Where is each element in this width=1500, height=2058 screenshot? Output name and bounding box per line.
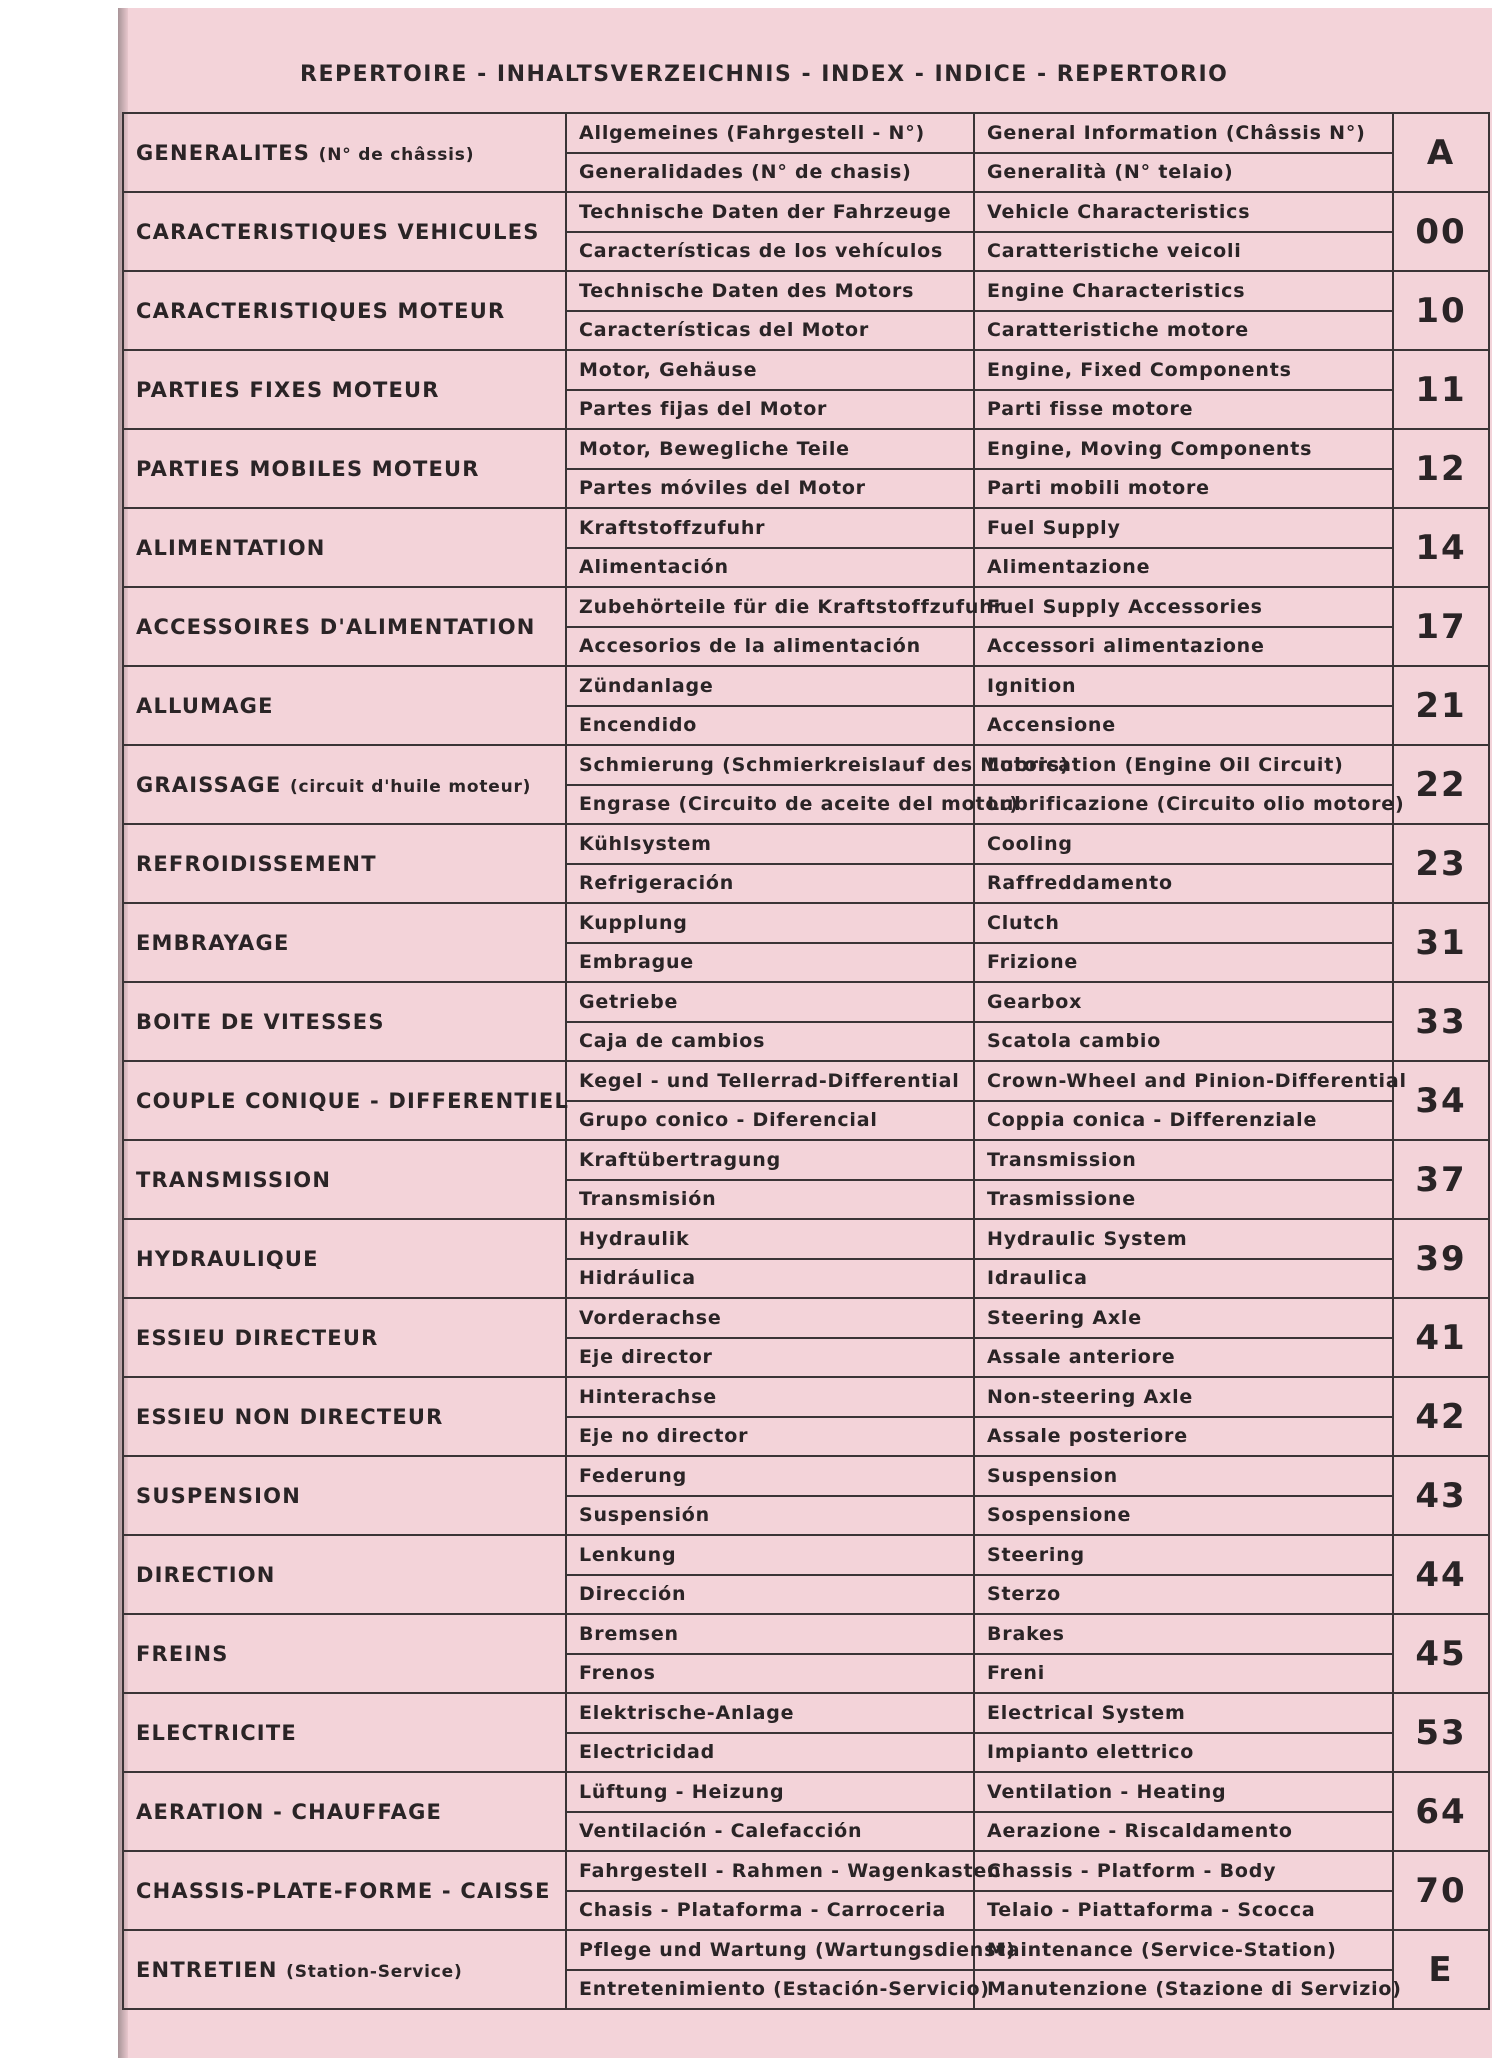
section-name-es: Eje no director — [566, 1417, 974, 1457]
section-code: 33 — [1393, 982, 1489, 1061]
table-row — [123, 1377, 1489, 1417]
section-name-fr — [123, 1614, 566, 1693]
section-name-en: Engine, Fixed Components — [974, 350, 1393, 390]
table-row — [123, 1219, 1489, 1259]
section-code: 21 — [1393, 666, 1489, 745]
section-title: EMBRAYAGE — [136, 930, 290, 955]
section-title: GENERALITES — [136, 140, 311, 165]
section-name-de: Federung — [566, 1456, 974, 1496]
section-name-en: Gearbox — [974, 982, 1393, 1022]
table-row — [123, 429, 1489, 469]
section-title: ALLUMAGE — [136, 693, 274, 718]
section-name-es: Transmisión — [566, 1180, 974, 1220]
section-code: 43 — [1393, 1456, 1489, 1535]
section-name-de: Fahrgestell - Rahmen - Wagenkasten — [566, 1851, 974, 1891]
table-row — [123, 1061, 1489, 1101]
section-name-it: Caratteristiche veicoli — [974, 232, 1393, 272]
section-name-es: Entretenimiento (Estación-Servicio) — [566, 1970, 974, 2010]
section-code: 37 — [1393, 1140, 1489, 1219]
table-row — [123, 1930, 1489, 1970]
section-name-fr — [123, 429, 566, 508]
section-code: 64 — [1393, 1772, 1489, 1851]
section-code: 23 — [1393, 824, 1489, 903]
section-name-it: Frizione — [974, 943, 1393, 983]
section-name-en: Ventilation - Heating — [974, 1772, 1393, 1812]
section-name-fr — [123, 350, 566, 429]
section-name-fr — [123, 745, 566, 824]
section-name-de: Technische Daten des Motors — [566, 271, 974, 311]
section-name-de: Hinterachse — [566, 1377, 974, 1417]
section-name-es: Ventilación - Calefacción — [566, 1812, 974, 1852]
index-table — [122, 112, 1490, 2010]
table-row — [123, 113, 1489, 153]
table-row — [123, 1614, 1489, 1654]
section-name-it: Raffreddamento — [974, 864, 1393, 904]
section-name-es: Eje director — [566, 1338, 974, 1378]
section-name-de: Kupplung — [566, 903, 974, 943]
section-title: ESSIEU DIRECTEUR — [136, 1325, 379, 1350]
section-title: GRAISSAGE — [136, 772, 282, 797]
section-name-en: Brakes — [974, 1614, 1393, 1654]
section-name-fr — [123, 192, 566, 271]
section-title: REFROIDISSEMENT — [136, 851, 377, 876]
section-name-fr — [123, 1061, 570, 1140]
section-name-en: Crown-Wheel and Pinion-Differential — [974, 1061, 1393, 1101]
section-title: ENTRETIEN — [136, 1957, 278, 1982]
section-name-fr — [123, 1298, 566, 1377]
table-row — [123, 587, 1489, 627]
section-name-en: Engine Characteristics — [974, 271, 1393, 311]
section-name-it: Manutenzione (Stazione di Servizio) — [974, 1970, 1393, 2010]
section-name-en: General Information (Châssis N°) — [974, 113, 1393, 153]
table-row — [123, 1851, 1489, 1891]
section-title: CARACTERISTIQUES VEHICULES — [136, 219, 540, 244]
table-row — [123, 1772, 1489, 1812]
table-row — [123, 982, 1489, 1022]
section-name-es: Suspensión — [566, 1496, 974, 1536]
section-name-it: Caratteristiche motore — [974, 311, 1393, 351]
table-row — [123, 745, 1489, 785]
section-title: ELECTRICITE — [136, 1720, 297, 1745]
section-name-it: Sospensione — [974, 1496, 1393, 1536]
table-row — [123, 350, 1489, 390]
section-name-es: Encendido — [566, 706, 974, 746]
section-title: BOITE DE VITESSES — [136, 1009, 385, 1034]
section-name-de: Getriebe — [566, 982, 974, 1022]
section-name-fr — [123, 508, 566, 587]
section-name-en: Fuel Supply Accessories — [974, 587, 1393, 627]
section-name-de: Schmierung (Schmierkreislauf des Motors) — [566, 745, 974, 785]
section-name-it: Trasmissione — [974, 1180, 1393, 1220]
section-code: 11 — [1393, 350, 1489, 429]
section-name-it: Telaio - Piattaforma - Scocca — [974, 1891, 1393, 1931]
section-name-es: Grupo conico - Diferencial — [566, 1101, 974, 1141]
table-row — [123, 1298, 1489, 1338]
section-code: 70 — [1393, 1851, 1489, 1930]
section-name-it: Assale posteriore — [974, 1417, 1393, 1457]
table-row — [123, 1140, 1489, 1180]
section-name-it: Sterzo — [974, 1575, 1393, 1615]
section-name-it: Idraulica — [974, 1259, 1393, 1299]
section-name-en: Ignition — [974, 666, 1393, 706]
section-name-es: Generalidades (N° de chasis) — [566, 153, 974, 193]
section-name-de: Lüftung - Heizung — [566, 1772, 974, 1812]
section-title: CHASSIS-PLATE-FORME - CAISSE — [136, 1878, 551, 1903]
section-name-en: Steering — [974, 1535, 1393, 1575]
section-name-fr — [123, 587, 566, 666]
section-name-en: Suspension — [974, 1456, 1393, 1496]
page-title: REPERTOIRE - INHALTSVERZEICHNIS - INDEX - INDICE - REPERTORIO — [300, 62, 1229, 87]
section-title: COUPLE CONIQUE - DIFFERENTIEL — [136, 1088, 570, 1113]
section-name-it: Generalità (N° telaio) — [974, 153, 1393, 193]
section-title: FREINS — [136, 1641, 229, 1666]
section-name-en: Clutch — [974, 903, 1393, 943]
section-name-fr — [123, 1456, 566, 1535]
section-name-de: Zündanlage — [566, 666, 974, 706]
section-name-es: Chasis - Plataforma - Carroceria — [566, 1891, 974, 1931]
table-row — [123, 666, 1489, 706]
section-name-en: Cooling — [974, 824, 1393, 864]
section-name-en: Vehicle Characteristics — [974, 192, 1393, 232]
section-name-en: Fuel Supply — [974, 508, 1393, 548]
section-name-de: Motor, Bewegliche Teile — [566, 429, 974, 469]
section-name-fr — [123, 1535, 566, 1614]
section-name-it: Coppia conica - Differenziale — [974, 1101, 1393, 1141]
section-note: (circuit d'huile moteur) — [289, 776, 532, 797]
section-code: 45 — [1393, 1614, 1489, 1693]
section-name-it: Accessori alimentazione — [974, 627, 1393, 667]
section-name-it: Parti mobili motore — [974, 469, 1393, 509]
section-note: (Station-Service) — [286, 1961, 463, 1982]
section-name-de: Lenkung — [566, 1535, 974, 1575]
section-title: ACCESSOIRES D'ALIMENTATION — [136, 614, 536, 639]
section-name-fr — [123, 1219, 566, 1298]
section-note: (N° de châssis) — [318, 144, 475, 165]
section-name-en: Non-steering Axle — [974, 1377, 1393, 1417]
index-table-body — [123, 113, 1489, 2009]
section-title: TRANSMISSION — [136, 1167, 332, 1192]
section-name-en: Steering Axle — [974, 1298, 1393, 1338]
section-name-es: Características de los vehículos — [566, 232, 974, 272]
section-code: 41 — [1393, 1298, 1489, 1377]
section-code: A — [1393, 113, 1489, 192]
section-name-fr — [123, 1693, 566, 1772]
section-name-fr — [123, 666, 566, 745]
section-name-it: Assale anteriore — [974, 1338, 1393, 1378]
table-row — [123, 903, 1489, 943]
section-name-fr — [123, 1851, 566, 1930]
section-code: 53 — [1393, 1693, 1489, 1772]
section-name-es: Partes fijas del Motor — [566, 390, 974, 430]
section-code: 42 — [1393, 1377, 1489, 1456]
table-row — [123, 508, 1489, 548]
section-name-de: Bremsen — [566, 1614, 974, 1654]
section-name-es: Alimentación — [566, 548, 974, 588]
section-name-it: Scatola cambio — [974, 1022, 1393, 1062]
section-name-es: Partes móviles del Motor — [566, 469, 974, 509]
section-name-it: Lubrificazione (Circuito olio motore) — [974, 785, 1393, 825]
page-margin — [1492, 0, 1500, 2058]
section-name-es: Engrase (Circuito de aceite del motor) — [566, 785, 974, 825]
section-name-es: Caja de cambios — [566, 1022, 974, 1062]
section-name-en: Chassis - Platform - Body — [974, 1851, 1393, 1891]
section-code: 14 — [1393, 508, 1489, 587]
section-name-en: Lubrication (Engine Oil Circuit) — [974, 745, 1393, 785]
section-name-it: Alimentazione — [974, 548, 1393, 588]
section-name-fr — [123, 903, 566, 982]
section-name-de: Kühlsystem — [566, 824, 974, 864]
section-name-de: Hydraulik — [566, 1219, 974, 1259]
section-title: PARTIES MOBILES MOTEUR — [136, 456, 480, 481]
section-name-en: Hydraulic System — [974, 1219, 1393, 1259]
section-code: 31 — [1393, 903, 1489, 982]
section-name-de: Kraftübertragung — [566, 1140, 974, 1180]
section-code: 10 — [1393, 271, 1489, 350]
section-name-it: Impianto elettrico — [974, 1733, 1393, 1773]
section-code: 39 — [1393, 1219, 1489, 1298]
section-name-en: Maintenance (Service-Station) — [974, 1930, 1393, 1970]
section-code: 44 — [1393, 1535, 1489, 1614]
section-name-it: Aerazione - Riscaldamento — [974, 1812, 1393, 1852]
section-code: 22 — [1393, 745, 1489, 824]
section-name-de: Kegel - und Tellerrad-Differential — [566, 1061, 974, 1101]
section-title: AERATION - CHAUFFAGE — [136, 1799, 443, 1824]
section-name-en: Electrical System — [974, 1693, 1393, 1733]
section-title: HYDRAULIQUE — [136, 1246, 319, 1271]
section-name-es: Características del Motor — [566, 311, 974, 351]
section-title: SUSPENSION — [136, 1483, 301, 1508]
section-name-es: Refrigeración — [566, 864, 974, 904]
section-title: PARTIES FIXES MOTEUR — [136, 377, 440, 402]
table-row — [123, 824, 1489, 864]
section-name-it: Parti fisse motore — [974, 390, 1393, 430]
section-name-de: Pflege und Wartung (Wartungsdienst) — [566, 1930, 974, 1970]
section-name-de: Elektrische-Anlage — [566, 1693, 974, 1733]
section-name-fr — [123, 1930, 566, 2009]
table-row — [123, 192, 1489, 232]
section-name-en: Engine, Moving Components — [974, 429, 1393, 469]
section-name-es: Embrague — [566, 943, 974, 983]
table-row — [123, 1456, 1489, 1496]
section-name-fr — [123, 824, 566, 903]
section-name-it: Freni — [974, 1654, 1393, 1694]
section-name-es: Electricidad — [566, 1733, 974, 1773]
section-name-fr — [123, 1140, 566, 1219]
table-row — [123, 1535, 1489, 1575]
section-title: DIRECTION — [136, 1562, 276, 1587]
table-row — [123, 1693, 1489, 1733]
section-code: 17 — [1393, 587, 1489, 666]
section-title: CARACTERISTIQUES MOTEUR — [136, 298, 506, 323]
table-row — [123, 271, 1489, 311]
section-name-es: Dirección — [566, 1575, 974, 1615]
section-name-it: Accensione — [974, 706, 1393, 746]
section-name-es: Accesorios de la alimentación — [566, 627, 974, 667]
section-name-es: Frenos — [566, 1654, 974, 1694]
section-name-de: Zubehörteile für die Kraftstoffzufuhr — [566, 587, 974, 627]
section-name-fr — [123, 982, 566, 1061]
section-name-fr — [123, 271, 566, 350]
section-name-de: Allgemeines (Fahrgestell - N°) — [566, 113, 974, 153]
section-code: 12 — [1393, 429, 1489, 508]
section-title: ALIMENTATION — [136, 535, 326, 560]
section-code: 00 — [1393, 192, 1489, 271]
section-name-de: Technische Daten der Fahrzeuge — [566, 192, 974, 232]
section-title: ESSIEU NON DIRECTEUR — [136, 1404, 444, 1429]
section-name-fr — [123, 1772, 566, 1851]
section-name-de: Kraftstoffzufuhr — [566, 508, 974, 548]
section-name-de: Vorderachse — [566, 1298, 974, 1338]
section-name-de: Motor, Gehäuse — [566, 350, 974, 390]
section-name-es: Hidráulica — [566, 1259, 974, 1299]
section-code: 34 — [1393, 1061, 1489, 1140]
section-name-fr — [123, 113, 566, 192]
section-name-en: Transmission — [974, 1140, 1393, 1180]
section-code: E — [1393, 1930, 1489, 2009]
section-name-fr — [123, 1377, 566, 1456]
